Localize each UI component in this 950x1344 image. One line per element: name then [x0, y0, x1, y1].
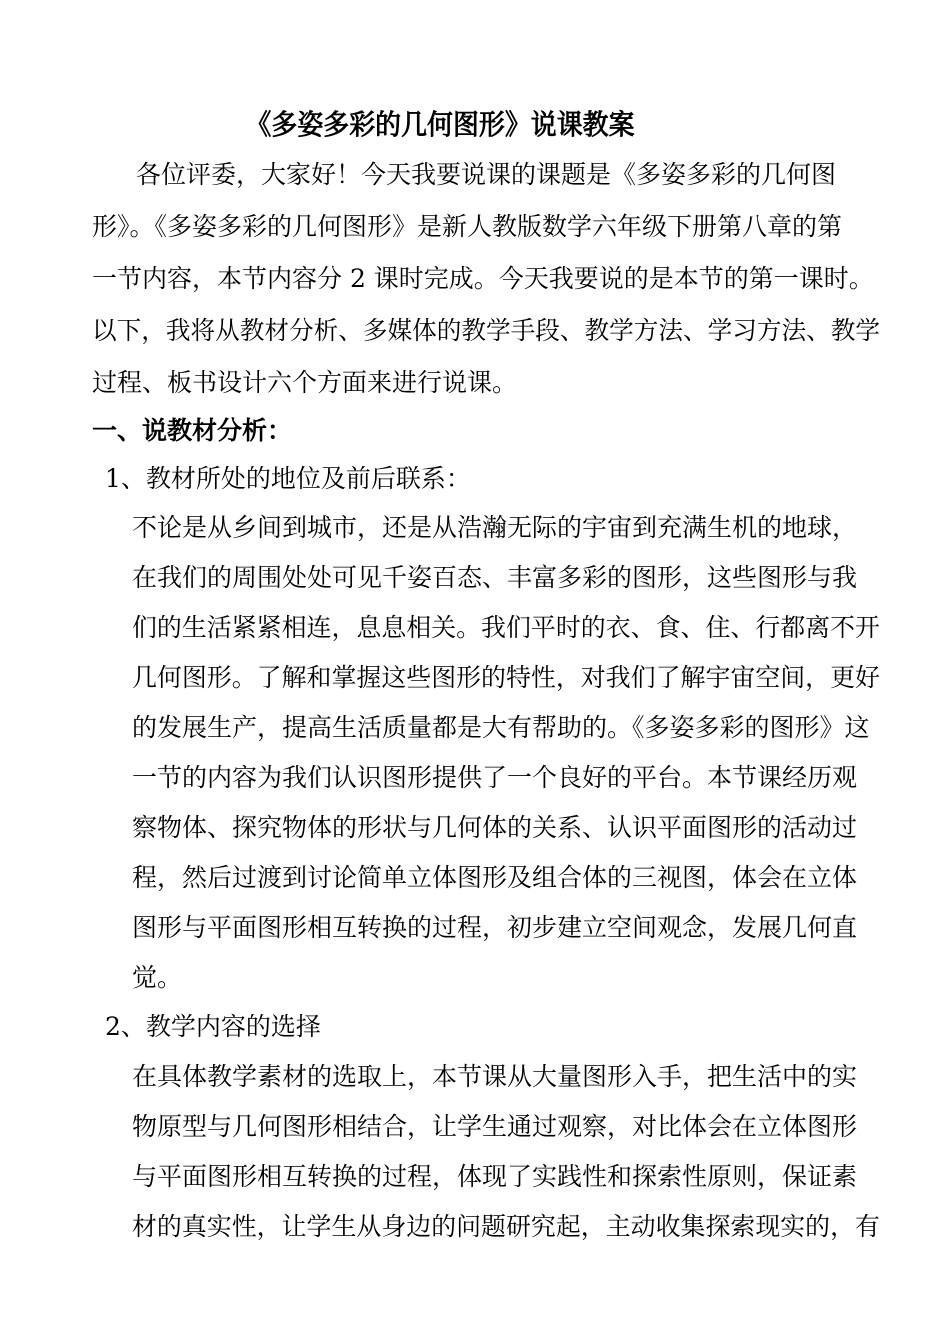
- paragraph-line: 一节的内容为我们认识图形提供了一个良好的平台。本节课经历观: [132, 763, 858, 792]
- paragraph-line: 在具体教学素材的选取上，本节课从大量图形入手，把生活中的实: [132, 1062, 858, 1091]
- intro-line: 形》。《多姿多彩的几何图形》是新人教版数学六年级下册第八章的第: [92, 212, 843, 241]
- paragraph-line: 几何图形。了解和掌握这些图形的特性，对我们了解宇宙空间，更好: [132, 663, 880, 692]
- paragraph-line: 们的生活紧紧相连，息息相关。我们平时的衣、食、住、行都离不开: [132, 613, 880, 642]
- document-title: 《多姿多彩的几何图形》说课教案: [245, 108, 635, 141]
- intro-line: 各位评委，大家好！今天我要说课的课题是《多姿多彩的几何图: [136, 160, 837, 189]
- subsection-heading: 1、教材所处的地位及前后联系：: [105, 464, 471, 493]
- paragraph-line: 图形与平面图形相互转换的过程，初步建立空间观念，发展几何直: [132, 913, 858, 942]
- paragraph-line: 不论是从乡间到城市，还是从浩瀚无际的宇宙到充满生机的地球，: [132, 513, 858, 542]
- paragraph-line: 材的真实性，让学生从身边的问题研究起，主动收集探索现实的，有: [132, 1212, 880, 1241]
- paragraph-line: 察物体、探究物体的形状与几何体的关系、认识平面图形的活动过: [132, 813, 858, 842]
- subsection-heading: 2、教学内容的选择: [105, 1012, 321, 1041]
- paragraph-line: 的发展生产，提高生活质量都是大有帮助的。《多姿多彩的图形》这: [132, 713, 870, 742]
- paragraph-line: 程，然后过渡到讨论简单立体图形及组合体的三视图，体会在立体: [132, 863, 858, 892]
- intro-line: 以下，我将从教材分析、多媒体的教学手段、教学方法、学习方法、教学: [92, 316, 881, 345]
- section-heading: 一、说教材分析：: [92, 416, 293, 445]
- paragraph-line: 与平面图形相互转换的过程，体现了实践性和探索性原则，保证素: [132, 1162, 858, 1191]
- paragraph-line: 在我们的周围处处可见千姿百态、丰富多彩的图形，这些图形与我: [132, 563, 858, 592]
- paragraph-line: 觉。: [132, 963, 183, 992]
- paragraph-line: 物原型与几何图形相结合，让学生通过观察，对比体会在立体图形: [132, 1112, 858, 1141]
- intro-line: 过程、板书设计六个方面来进行说课。: [92, 368, 518, 397]
- intro-line: 一节内容，本节内容分 2 课时完成。今天我要说的是本节的第一课时。: [92, 264, 874, 293]
